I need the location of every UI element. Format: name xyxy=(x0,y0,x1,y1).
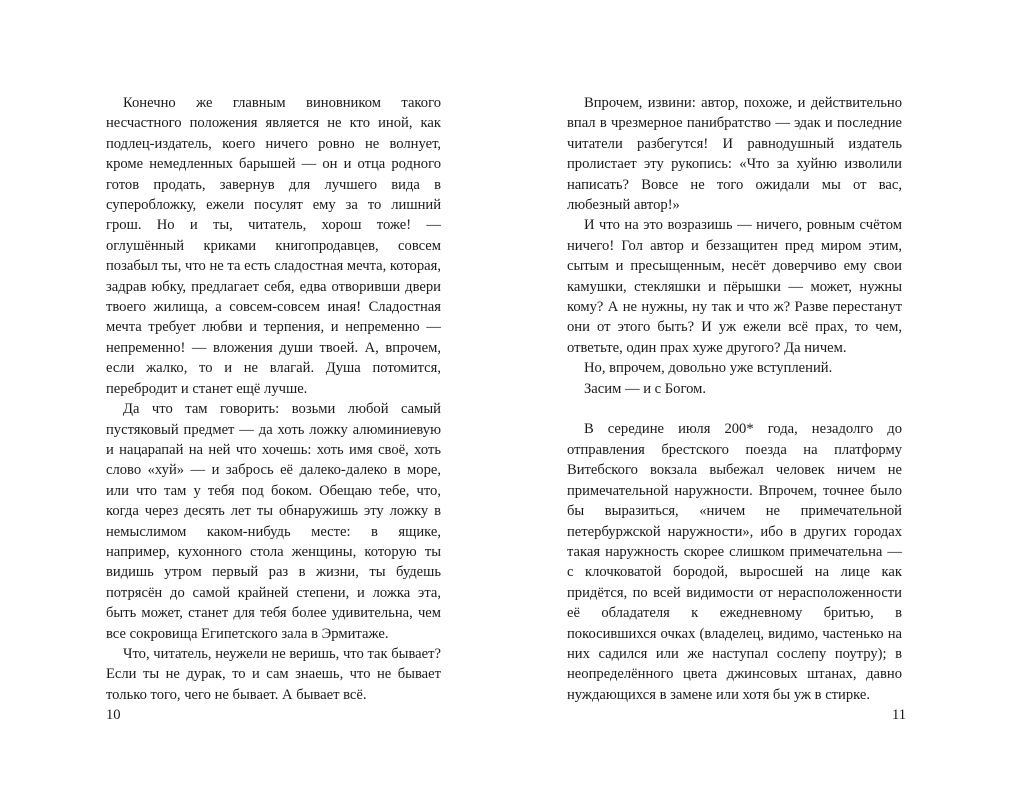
paragraph: Да что там говорить: возьми любой самый пустяковый предмет — да хоть ложку алюминиевую и нацарапай на ней что хочешь: хоть имя своё, хоть слово «хуй» — и забрось её далеко-далеко в море, или что там у тебя под боком. Обещаю тебе, что, когда через десять лет ты обнаружишь эту ложку в немыслимом каком-нибудь месте: в ящике, например, кухонного стола женщины, которую ты видишь утром первый раз в жизни, ты будешь потрясён до самой крайней степени, и ложка эта, быть может, станет для тебя более удивительна, чем все сокровища Египетского зала в Эрмитаже. xyxy=(106,401,441,642)
page-number: 11 xyxy=(892,707,907,723)
paragraph: И что на это возразишь — ничего, ровным счётом ничего! Гол автор и беззащитен пред миром этим, сытым и пресыщенным, несёт доверчиво ему свои камушки, стекляшки и пёрышки — может, нужны кому? А не нужны, ну так и что ж? Разве перестанут они от этого быть? И уж ежели всё прах, то чем, ответьте, один прах хуже другого? Да ничем. xyxy=(567,217,902,356)
paragraph: Но, впрочем, довольно уже вступлений. xyxy=(584,360,833,377)
paragraph: Впрочем, извини: автор, похоже, и действительно впал в чрезмерное панибратство — эдак и последние читатели разбегутся! И равнодушный издатель пролистает эту рукопись: «Что за хуйню изволили написать? Вовсе не того ожидали мы от вас, любезный автор!» xyxy=(567,95,902,214)
paragraph: Засим — и с Богом. xyxy=(584,380,706,397)
paragraph: Что, читатель, неужели не веришь, что так бывает? Если ты не дурак, то и сам знаешь, что не бывает только того, чего не бывает. А бывает всё. xyxy=(106,645,441,703)
right-page xyxy=(507,0,1014,800)
paragraph: В середине июля 200* года, незадолго до отправления брестского поезда на платформу Витебского вокзала выбежал человек ничем не примечательной наружности. Впрочем, точнее было бы выразиться, «ничем не примечательной петербуржской наружности», ибо в других городах такая наружность скорее слишком примечательна — с клочковатой бородой, выросшей на лице как придётся, по всей видимости от нерасположенности её обладателя к ежедневному бритью, в покосившихся очках (владелец, видимо, частенько на них садился или же наступал сослепу поутру); в неопределённого цвета джинсовых штанах, давно нуждающихся в замене или хотя бы уж в стирке. xyxy=(567,421,902,703)
right-page-text xyxy=(567,93,902,705)
section-break xyxy=(567,399,902,419)
paragraph: Конечно же главным виновником такого несчастного положения является не кто иной, как подлец-издатель, коего ничего ровно не волнует, кроме немедленных барышей — он и отца родного готов продать, завернув для лучшего вида в суперобложку, ежели посулят ему за то лишний грош. Но и ты, читатель, хорош тоже! — оглушённый криками книгопродавцев, совсем позабыл ты, что не та есть сладостная мечта, которая, задрав юбку, предлагает себя, едва отворивши двери твоего жилища, а совсем-совсем иная! Сладостная мечта требует любви и терпения, и непременно — непременно! — вложения души твоей. А, впрочем, если жалко, то и не влагай. Душа потомится, перебродит и станет ещё лучше. xyxy=(106,95,441,397)
left-page-text xyxy=(106,93,441,705)
page-number: 10 xyxy=(106,707,121,723)
